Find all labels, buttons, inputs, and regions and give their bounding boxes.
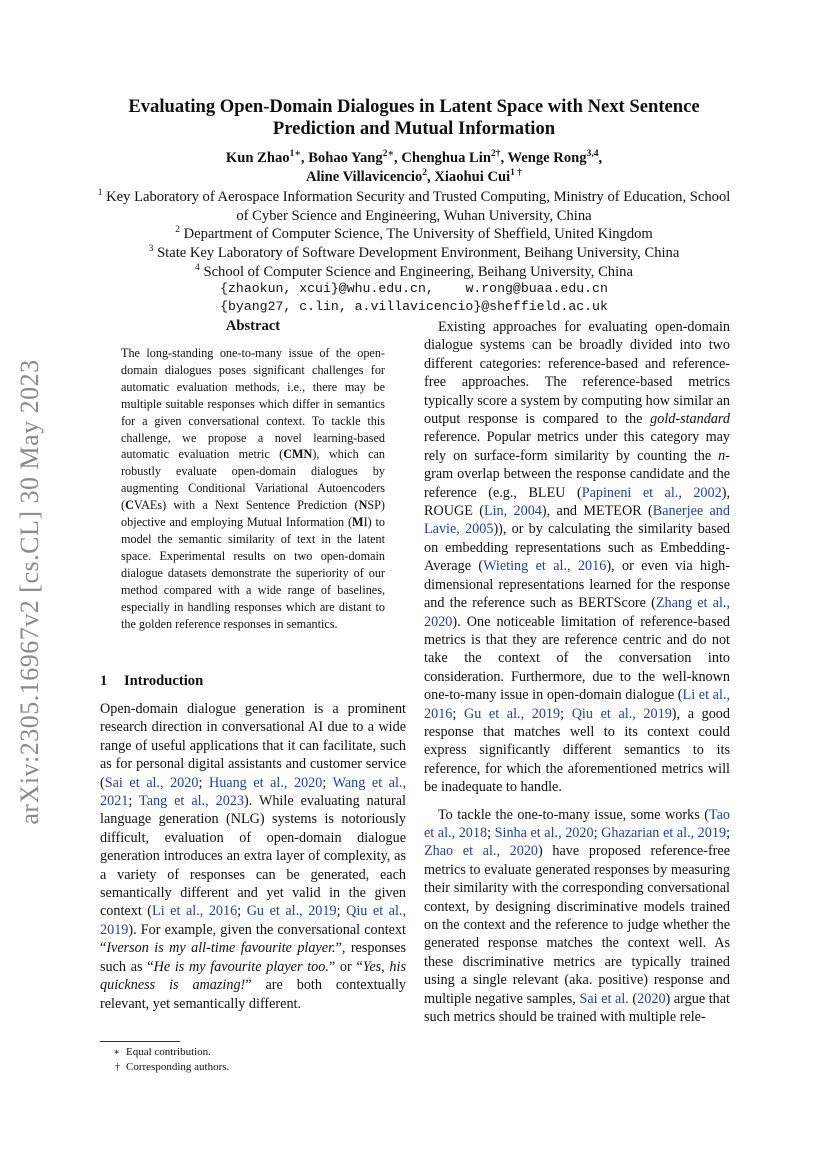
affiliation-num: 1	[97, 188, 103, 199]
affiliation-text: Key Laboratory of Aerospace Information Security and Trusted Computing, Ministry of Education, School of Cyber Science and Engineering, Wuhan University, China	[106, 189, 731, 224]
section-title: Introduction	[124, 673, 204, 689]
citation-link[interactable]: Sinha et al., 2020	[494, 824, 594, 841]
citation-link[interactable]: Li et al., 2016	[424, 687, 730, 722]
intro-paragraph: Open-domain dialogue generation is a prominent research direction in conversational AI due to a wide range of useful applications that it can facilitate, such as for personal digital assistants and customer service (Sai et al., 2020; Huang et al., 2020; Wang et al., 2021; Tang et al., 2023). While evaluating natural language generation (NLG) systems is notoriously difficult, evaluation of open-domain dialogue generation introduces an extra layer of complexity, as a variety of responses can be generated, each semantically different and yet valid in the given context (Li et al., 2016; Gu et al., 2019; Qiu et al., 2019). For example, given the conversational context “Iverson is my all-time favourite player.”, responses such as “He is my favourite player too.” or “Yes, his quickness is amazing!” are both contextually relevant, yet semantically different.	[100, 701, 407, 1012]
footnote-text: Equal contribution.	[126, 1046, 211, 1058]
footnote-mark: †	[115, 1062, 120, 1073]
footnote-rule	[100, 1041, 180, 1042]
citation-link[interactable]: Ghazarian et al., 2019	[601, 824, 727, 841]
body-paragraph: To tackle the one-to-many issue, some works (Tao et al., 2018; Sinha et al., 2020; Ghazarian et al., 2019; Zhao et al., 2020) have proposed reference-free metrics to evaluate generated responses by measuring their similarity with the corresponding conversational context, by designing discriminative models trained on the context and the reference to judge whether the generated response matches the context well. As these discriminative metrics are typically trained using a single relevant (aka. positive) response and multiple negative samples, Sai et al. (2020) argue that such metrics should be trained with multiple rele-	[424, 806, 731, 1026]
footnote-text: Corresponding authors.	[126, 1061, 230, 1073]
citation-link[interactable]: Sai et al.	[579, 990, 629, 1007]
author-sup: 2∗	[382, 149, 395, 160]
affiliation-text: State Key Laboratory of Software Development Environment, Beihang University, China	[157, 245, 680, 262]
citation-link[interactable]: Banerjee and Lavie, 2005	[424, 503, 730, 538]
citation-link[interactable]: Huang et al., 2020	[208, 774, 323, 791]
affiliation	[90, 263, 738, 282]
affiliation	[90, 225, 738, 244]
citation-link[interactable]: Tao et al., 2018	[424, 806, 730, 841]
citation-link[interactable]: 2020	[637, 990, 666, 1007]
author-sup: 1 †	[510, 168, 523, 179]
affiliation	[90, 244, 738, 263]
citation-link[interactable]: Sai et al., 2020	[104, 774, 199, 791]
author: Kun Zhao	[225, 150, 290, 166]
citation-link[interactable]: Qiu et al., 2019	[100, 903, 407, 938]
citation-link[interactable]: Gu et al., 2019	[463, 705, 561, 722]
affiliations	[90, 188, 738, 282]
citation-link[interactable]: Wang et al., 2021	[100, 774, 407, 810]
author: Aline Villavicencio	[305, 169, 423, 185]
email-line: {zhaokun, xcui}@whu.edu.cn,	[220, 281, 434, 296]
affiliation-text: School of Computer Science and Engineering, Beihang University, China	[203, 263, 633, 280]
footnote	[100, 1045, 211, 1060]
citation-link[interactable]: Tang et al., 2023	[139, 793, 244, 810]
affiliation	[90, 188, 738, 225]
affiliation-num: 3	[148, 244, 154, 255]
author: Bohao Yang	[308, 150, 383, 166]
paper-title: Evaluating Open-Domain Dialogues in Latent Space with Next Sentence Prediction and Mutual Information	[128, 96, 700, 139]
author-sup: 2†	[490, 149, 501, 160]
body-paragraph: Existing approaches for evaluating open-domain dialogue systems can be broadly divided into two different categories: reference-based and reference-free approaches. The reference-based metrics typically score a system by computing how similar an output response is compared to the gold-standard reference. Popular metrics under this category may rely on surface-form similarity by counting the n-gram overlap between the response candidate and the reference (e.g., BLEU (Papineni et al., 2002), ROUGE (Lin, 2004), and METEOR (Banerjee and Lavie, 2005)), or by calculating the similarity based on embedding representations such as Embedding-Average (Wieting et al., 2016), or even via high-dimensional representations learned for the response and the reference such as BERTScore (Zhang et al., 2020). One noticeable limitation of reference-based metrics is that they are reference centric and do not take the context of the conversation into consideration. Furthermore, due to the well-known one-to-many issue in open-domain dialogue (Li et al., 2016; Gu et al., 2019; Qiu et al., 2019), a good response that matches well to its context could express significantly different semantics to its reference, for which the aforementioned metrics will be inadequate to handle.	[424, 319, 730, 796]
email-block	[120, 280, 708, 316]
citation-link[interactable]: Zhao et al., 2020	[424, 843, 539, 860]
email-line: w.rong@buaa.edu.cn	[465, 281, 608, 296]
footnote	[100, 1060, 229, 1075]
footnote-mark: ∗	[113, 1047, 120, 1058]
author: Xiaohui Cui	[434, 169, 511, 185]
author: Chenghua Lin	[401, 150, 491, 166]
author-sup: 3,4	[586, 149, 599, 160]
citation-link[interactable]: Zhang et al., 2020	[424, 595, 730, 630]
citation-link[interactable]: Papineni et al., 2002	[581, 484, 722, 501]
citation-link[interactable]: Wieting et al., 2016	[483, 558, 607, 575]
author-list: Kun Zhao$^{1∗}$, Bohao Yang$^{2∗}$, Chenghua Lin$^{2\dagger}$, Wenge Rong$^{3,4}$, Aline Villavicencio$^2$, Xiaohui Cui$^{1 \dagger}$	[225, 149, 603, 185]
author-sup: 2	[422, 168, 428, 179]
affiliation-text: Department of Computer Science, The University of Sheffield, United Kingdom	[183, 226, 653, 243]
author-sup: 1∗	[289, 149, 301, 160]
abstract-heading: Abstract	[225, 318, 281, 334]
citation-link[interactable]: Lin, 2004	[483, 503, 542, 520]
section-heading	[100, 673, 406, 690]
abstract-body: The long-standing one-to-many issue of the open-domain dialogues poses significant challenges for automatic evaluation methods, i.e., there may be multiple suitable responses which differ in semantics for a given conversational context. To tackle this challenge, we propose a novel learning-based automatic evaluation metric (CMN), which can robustly evaluate open-domain dialogues by augmenting Conditional Variational Autoencoders (CVAEs) with a Next Sentence Prediction (NSP) objective and employing Mutual Information (MI) to model the semantic similarity of text in the latent space. Experimental results on two open-domain dialogue datasets demonstrate the superiority of our method compared with a wide range of baselines, especially in handling responses which are distant to the golden reference responses in semantics.	[121, 346, 385, 631]
section-number: 1	[100, 673, 108, 689]
affiliation-num: 2	[175, 225, 180, 236]
right-column	[424, 318, 730, 1026]
citation-link[interactable]: Li et al., 2016	[152, 903, 238, 920]
email-line: {byang27, c.lin, a.villavicencio}@sheffield.ac.uk	[220, 299, 608, 314]
citation-link[interactable]: Qiu et al., 2019	[571, 705, 672, 722]
arxiv-side-label: arXiv:2305.16967v2 [cs.CL] 30 May 2023	[15, 359, 44, 825]
affiliation-num: 4	[195, 262, 200, 273]
citation-link[interactable]: Gu et al., 2019	[246, 903, 337, 920]
author: Wenge Rong	[507, 150, 587, 166]
